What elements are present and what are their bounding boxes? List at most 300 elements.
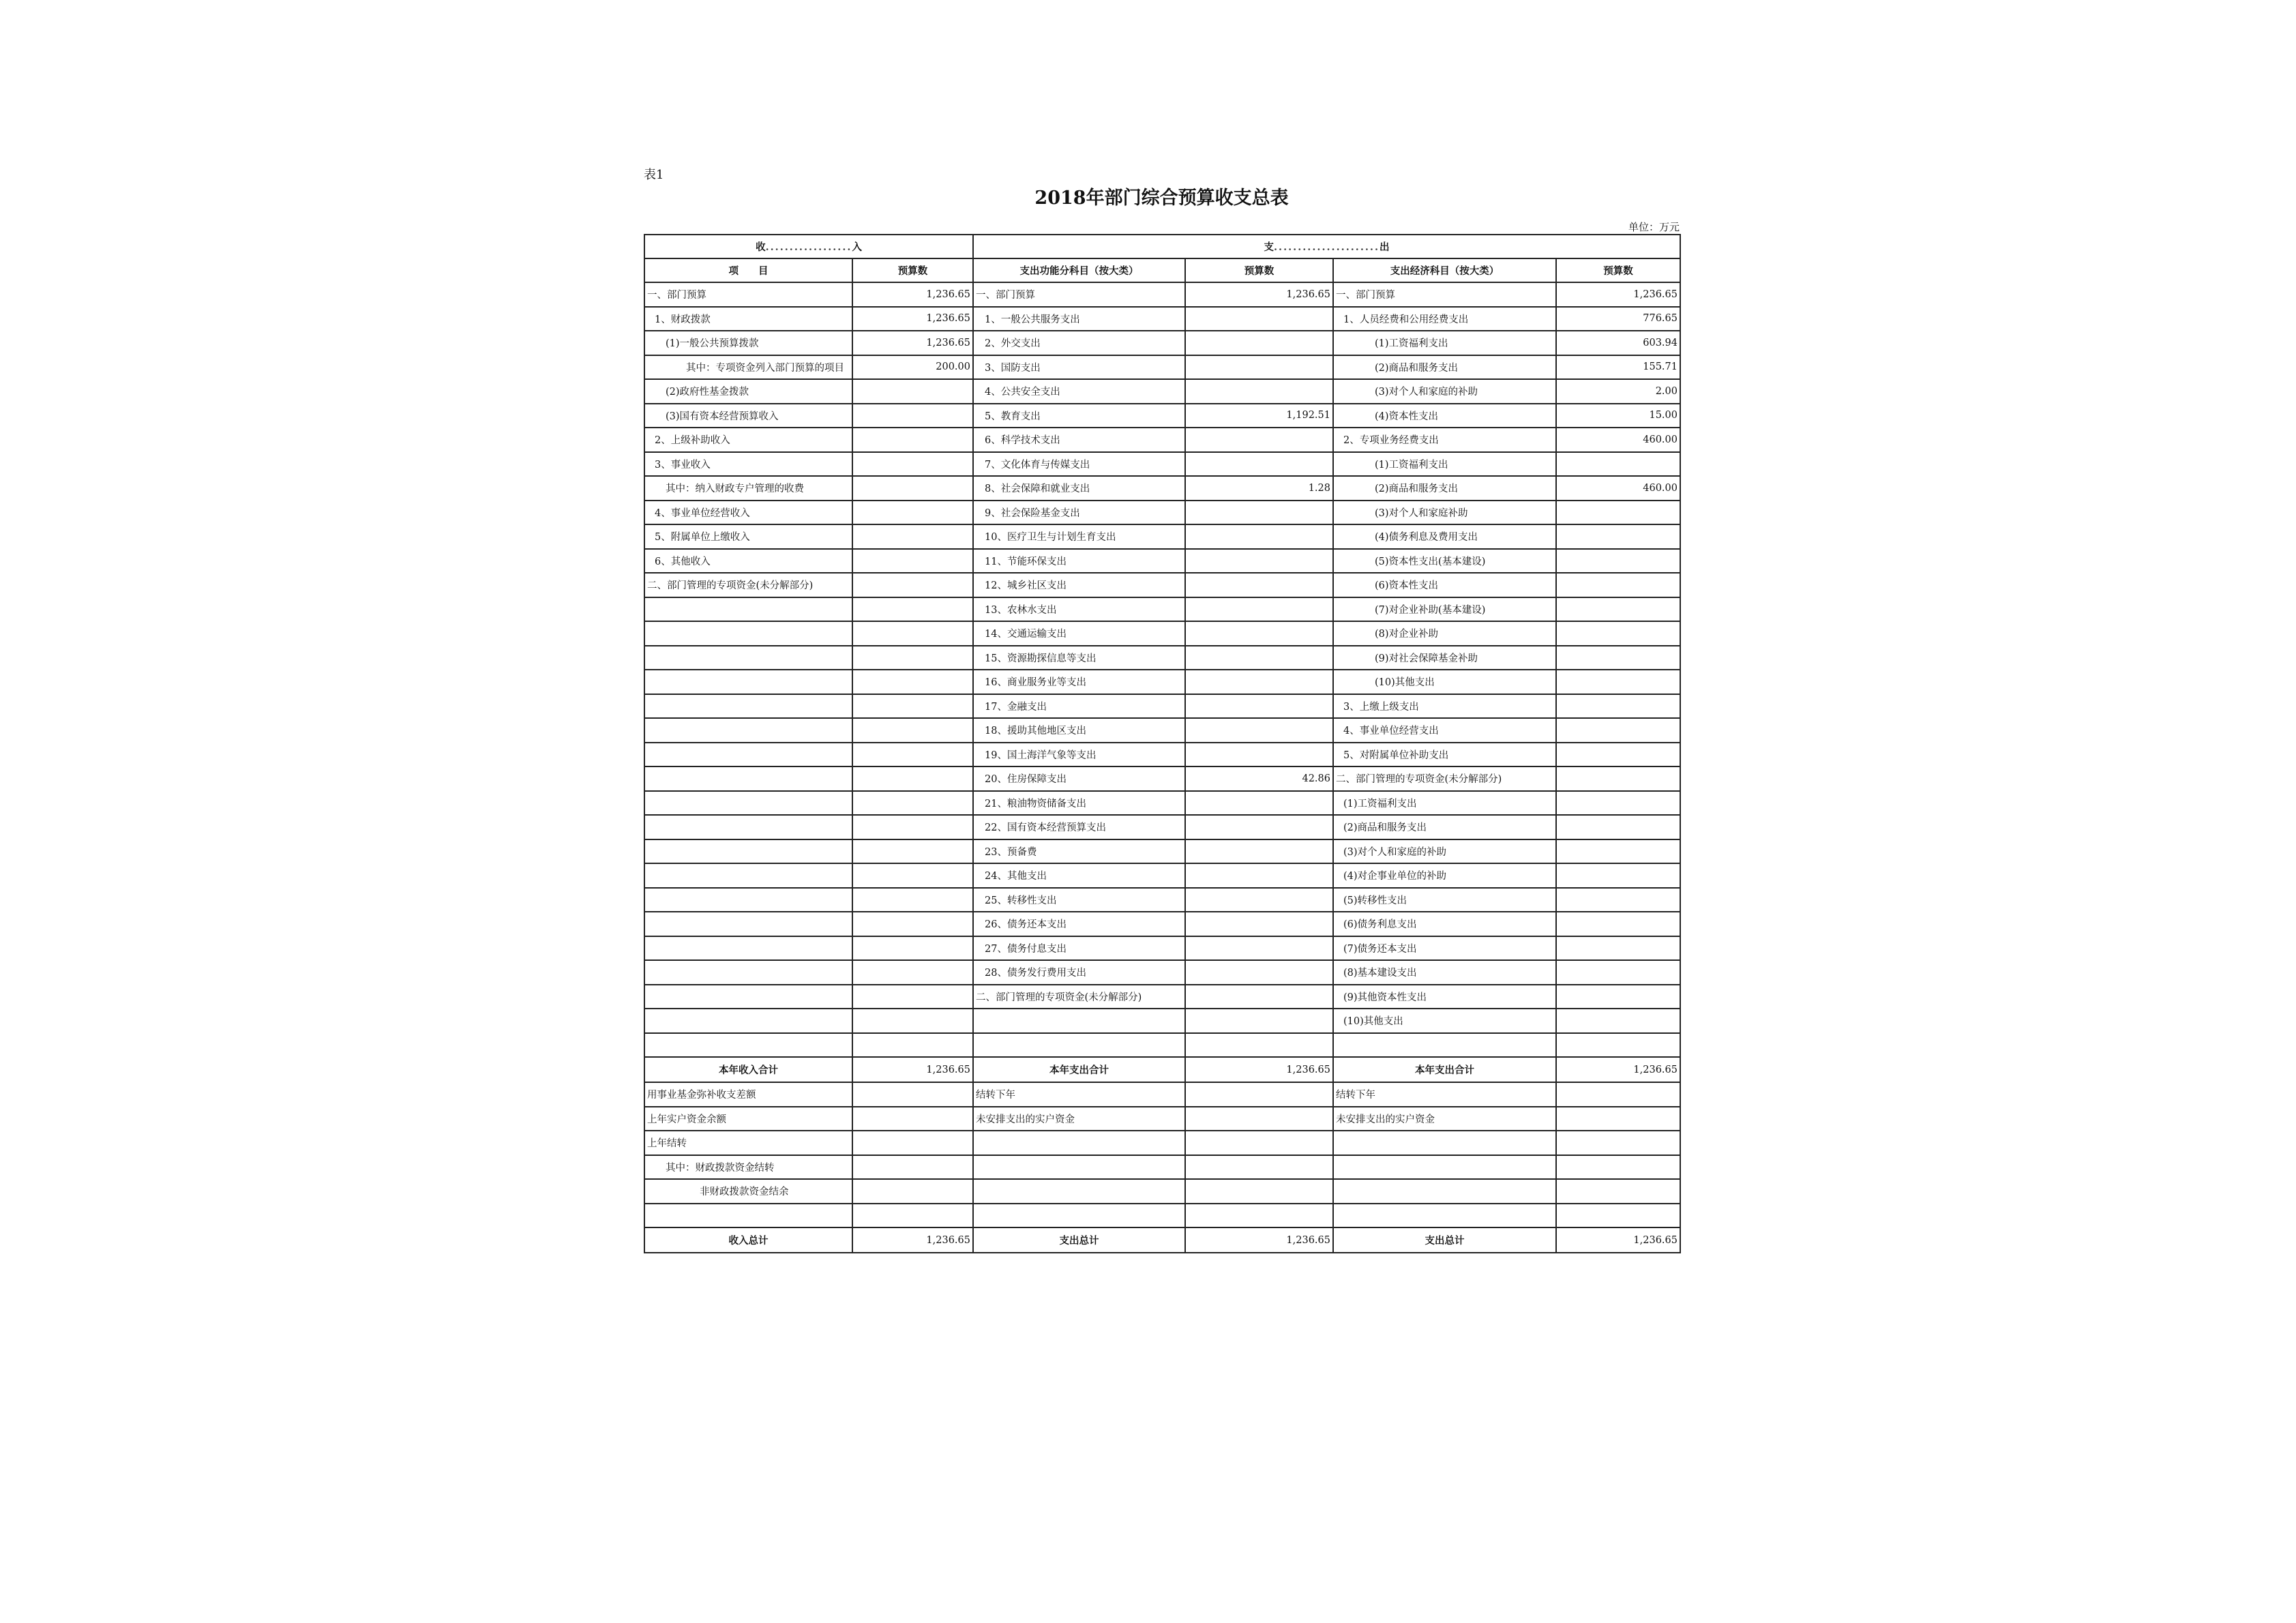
economic-budget-cell: 460.00 [1556,476,1680,501]
table-row [644,1082,1680,1107]
function-item-cell: 25、转移性支出 [973,888,1185,912]
economic-budget-cell [1556,524,1680,549]
table-row [644,501,1680,525]
income-budget-cell [852,694,973,719]
function-budget-cell [1185,718,1333,743]
income-item-cell [644,1033,852,1058]
income-item-cell [644,766,852,791]
function-budget-cell [1185,912,1333,936]
economic-budget-cell [1556,985,1680,1009]
income-item-cell: 一、部门预算 [644,282,852,307]
function-budget-cell [1185,501,1333,525]
table-row [644,1131,1680,1155]
income-item-cell: 1、财政拨款 [644,307,852,331]
economic-budget-cell [1556,694,1680,719]
grand-total-row [644,1227,1680,1253]
economic-budget-cell [1556,743,1680,767]
economic-item-cell: (2)商品和服务支出 [1333,476,1556,501]
function-item-cell: 19、国土海洋气象等支出 [973,743,1185,767]
income-item-cell: 非财政拨款资金结余 [644,1179,852,1204]
income-budget-cell [852,960,973,985]
col-header-function: 支出功能分科目（按大类） [973,258,1185,282]
income-item-cell: 其中：专项资金列入部门预算的项目 [644,355,852,380]
function-budget-cell [1185,646,1333,670]
economic-item-cell: (7)对企业补助(基本建设) [1333,597,1556,622]
economic-item-cell: (4)债务利息及费用支出 [1333,524,1556,549]
economic-item-cell [1333,1131,1556,1155]
income-budget-cell [852,1082,973,1107]
function-item-cell: 12、城乡社区支出 [973,573,1185,597]
function-item-cell: 17、金融支出 [973,694,1185,719]
function-budget-cell [1185,743,1333,767]
economic-item-cell: (10)其他支出 [1333,670,1556,694]
income-budget-cell [852,888,973,912]
economic-item-cell [1333,1155,1556,1180]
income-item-cell: 其中：财政拨款资金结转 [644,1155,852,1180]
economic-budget-cell [1556,791,1680,816]
budget-summary-table [644,234,1681,1253]
income-header-dots: .................. [765,241,852,253]
function-budget-cell [1185,307,1333,331]
economic-budget-cell: 460.00 [1556,428,1680,452]
function-item-cell: 16、商业服务业等支出 [973,670,1185,694]
economic-item-cell: 未安排支出的实户资金 [1333,1107,1556,1131]
function-budget-cell: 1,192.51 [1185,404,1333,428]
expense-section-header [973,235,1680,258]
economic-budget-cell [1556,766,1680,791]
income-item-cell: 上年结转 [644,1131,852,1155]
economic-budget-cell [1556,452,1680,477]
expense-header-left: 支 [1264,241,1274,253]
income-item-cell [644,863,852,888]
table-row [644,282,1680,307]
economic-item-cell: (3)对个人和家庭的补助 [1333,839,1556,864]
table-row [644,985,1680,1009]
income-budget-cell [852,646,973,670]
income-budget-cell [852,1131,973,1155]
economic-item-cell: 5、对附属单位补助支出 [1333,743,1556,767]
table-row [644,912,1680,936]
function-budget-cell [1185,863,1333,888]
income-item-cell [644,1204,852,1228]
income-budget-cell [852,718,973,743]
economic-item-cell: (7)债务还本支出 [1333,936,1556,961]
table-row [644,355,1680,380]
grand-income-total-label: 收入总计 [644,1227,852,1253]
column-header-row [644,258,1680,282]
table-number-label: 表1 [644,168,664,182]
table-row [644,1155,1680,1180]
expense-header-dots: ...................... [1273,241,1380,253]
page-title: 2018年部门综合预算收支总表 [1034,188,1289,209]
function-item-cell: 7、文化体育与传媒支出 [973,452,1185,477]
table-row [644,524,1680,549]
table-row [644,743,1680,767]
table-row [644,549,1680,574]
function-budget-cell [1185,524,1333,549]
function-item-cell: 5、教育支出 [973,404,1185,428]
function-item-cell: 结转下年 [973,1082,1185,1107]
table-row [644,1204,1680,1228]
economic-item-cell: 4、事业单位经营支出 [1333,718,1556,743]
economic-budget-cell [1556,1204,1680,1228]
function-item-cell: 6、科学技术支出 [973,428,1185,452]
function-budget-cell [1185,1204,1333,1228]
economic-item-cell: (3)对个人和家庭的补助 [1333,379,1556,404]
economic-budget-cell [1556,621,1680,646]
function-item-cell: 15、资源勘探信息等支出 [973,646,1185,670]
income-item-cell [644,597,852,622]
expense-header-right: 出 [1380,241,1390,253]
year-economic-total-value: 1,236.65 [1556,1057,1680,1082]
economic-budget-cell [1556,1107,1680,1131]
function-budget-cell [1185,1179,1333,1204]
function-budget-cell: 1.28 [1185,476,1333,501]
income-budget-cell [852,912,973,936]
income-budget-cell [852,791,973,816]
function-budget-cell [1185,839,1333,864]
function-item-cell: 22、国有资本经营预算支出 [973,815,1185,839]
table-row [644,307,1680,331]
grand-income-total-value: 1,236.65 [852,1227,973,1253]
income-item-cell: 3、事业收入 [644,452,852,477]
economic-budget-cell [1556,597,1680,622]
year-income-total-value: 1,236.65 [852,1057,973,1082]
economic-budget-cell: 1,236.65 [1556,282,1680,307]
year-economic-total-label: 本年支出合计 [1333,1057,1556,1082]
income-item-cell [644,621,852,646]
table-row [644,888,1680,912]
economic-item-cell [1333,1179,1556,1204]
table-row [644,331,1680,355]
income-item-cell [644,646,852,670]
economic-budget-cell [1556,1179,1680,1204]
income-budget-cell [852,985,973,1009]
function-budget-cell [1185,355,1333,380]
function-item-cell: 27、债务付息支出 [973,936,1185,961]
income-item-cell: 6、其他收入 [644,549,852,574]
income-budget-cell [852,670,973,694]
income-header-right: 入 [852,241,862,253]
economic-budget-cell [1556,1033,1680,1058]
economic-budget-cell [1556,839,1680,864]
income-item-cell [644,718,852,743]
table-row [644,718,1680,743]
year-function-total-value: 1,236.65 [1185,1057,1333,1082]
economic-item-cell: 1、人员经费和公用经费支出 [1333,307,1556,331]
table-row [644,1179,1680,1204]
income-budget-cell [852,501,973,525]
income-item-cell: 4、事业单位经营收入 [644,501,852,525]
table-row [644,404,1680,428]
function-item-cell: 13、农林水支出 [973,597,1185,622]
income-budget-cell [852,839,973,864]
economic-budget-cell [1556,888,1680,912]
economic-item-cell: (5)转移性支出 [1333,888,1556,912]
table-row [644,1009,1680,1033]
income-budget-cell [852,1204,973,1228]
function-item-cell: 4、公共安全支出 [973,379,1185,404]
economic-item-cell: (8)基本建设支出 [1333,960,1556,985]
income-budget-cell [852,1179,973,1204]
economic-budget-cell [1556,501,1680,525]
income-budget-cell [852,1155,973,1180]
function-item-cell: 9、社会保险基金支出 [973,501,1185,525]
income-item-cell: 其中：纳入财政专户管理的收费 [644,476,852,501]
economic-item-cell: (1)工资福利支出 [1333,452,1556,477]
economic-item-cell: 二、部门管理的专项资金(未分解部分) [1333,766,1556,791]
table-row [644,815,1680,839]
income-budget-cell [852,404,973,428]
function-item-cell: 23、预备费 [973,839,1185,864]
table-row [644,476,1680,501]
function-item-cell: 未安排支出的实户资金 [973,1107,1185,1131]
function-budget-cell [1185,452,1333,477]
income-item-cell [644,791,852,816]
income-item-cell [644,839,852,864]
economic-budget-cell [1556,718,1680,743]
income-item-cell: 二、部门管理的专项资金(未分解部分) [644,573,852,597]
income-budget-cell [852,573,973,597]
income-budget-cell [852,379,973,404]
economic-budget-cell: 776.65 [1556,307,1680,331]
income-budget-cell [852,524,973,549]
economic-item-cell: 一、部门预算 [1333,282,1556,307]
year-income-total-label: 本年收入合计 [644,1057,852,1082]
income-budget-cell [852,743,973,767]
economic-item-cell: (9)对社会保障基金补助 [1333,646,1556,670]
economic-item-cell: (1)工资福利支出 [1333,331,1556,355]
function-item-cell: 21、粮油物资储备支出 [973,791,1185,816]
economic-budget-cell [1556,1009,1680,1033]
economic-item-cell: 2、专项业务经费支出 [1333,428,1556,452]
economic-item-cell [1333,1033,1556,1058]
table-row [644,573,1680,597]
income-item-cell [644,888,852,912]
table-row [644,1033,1680,1058]
economic-item-cell: (1)工资福利支出 [1333,791,1556,816]
function-item-cell: 二、部门管理的专项资金(未分解部分) [973,985,1185,1009]
economic-item-cell: (6)资本性支出 [1333,573,1556,597]
economic-item-cell: (3)对个人和家庭补助 [1333,501,1556,525]
table-row [644,597,1680,622]
economic-budget-cell: 15.00 [1556,404,1680,428]
col-header-item: 项 目 [644,258,852,282]
economic-item-cell: 3、上缴上级支出 [1333,694,1556,719]
income-budget-cell: 1,236.65 [852,282,973,307]
function-budget-cell [1185,960,1333,985]
income-item-cell [644,815,852,839]
income-item-cell [644,985,852,1009]
table-row [644,960,1680,985]
income-item-cell: 用事业基金弥补收支差额 [644,1082,852,1107]
function-item-cell: 10、医疗卫生与计划生育支出 [973,524,1185,549]
unit-label: 单位：万元 [1628,221,1680,233]
income-item-cell [644,694,852,719]
economic-budget-cell [1556,863,1680,888]
function-budget-cell [1185,815,1333,839]
col-header-economic: 支出经济科目（按大类） [1333,258,1556,282]
grand-function-total-value: 1,236.65 [1185,1227,1333,1253]
function-budget-cell [1185,1033,1333,1058]
col-header-budget-income: 预算数 [852,258,973,282]
function-budget-cell [1185,573,1333,597]
year-total-row [644,1057,1680,1082]
function-budget-cell [1185,985,1333,1009]
economic-budget-cell [1556,912,1680,936]
grand-economic-total-value: 1,236.65 [1556,1227,1680,1253]
economic-budget-cell [1556,936,1680,961]
economic-budget-cell: 603.94 [1556,331,1680,355]
income-item-cell: (2)政府性基金拨款 [644,379,852,404]
function-budget-cell [1185,549,1333,574]
income-budget-cell: 200.00 [852,355,973,380]
section-header-row [644,235,1680,258]
function-item-cell [973,1009,1185,1033]
function-item-cell [973,1033,1185,1058]
function-item-cell [973,1179,1185,1204]
income-section-header [644,235,973,258]
economic-item-cell: (2)商品和服务支出 [1333,355,1556,380]
function-item-cell: 2、外交支出 [973,331,1185,355]
function-item-cell: 3、国防支出 [973,355,1185,380]
economic-budget-cell [1556,1082,1680,1107]
col-header-budget-function: 预算数 [1185,258,1333,282]
function-item-cell [973,1204,1185,1228]
income-budget-cell [852,815,973,839]
income-budget-cell [852,766,973,791]
income-item-cell [644,960,852,985]
income-budget-cell [852,1107,973,1131]
table-row [644,936,1680,961]
income-budget-cell [852,476,973,501]
economic-item-cell: (8)对企业补助 [1333,621,1556,646]
table-row [644,791,1680,816]
grand-function-total-label: 支出总计 [973,1227,1185,1253]
income-item-cell: 2、上级补助收入 [644,428,852,452]
function-item-cell: 一、部门预算 [973,282,1185,307]
function-item-cell: 24、其他支出 [973,863,1185,888]
income-budget-cell: 1,236.65 [852,307,973,331]
economic-budget-cell: 2.00 [1556,379,1680,404]
function-budget-cell [1185,936,1333,961]
function-item-cell: 18、援助其他地区支出 [973,718,1185,743]
table-row [644,863,1680,888]
income-budget-cell [852,936,973,961]
income-item-cell: (1)一般公共预算拨款 [644,331,852,355]
year-function-total-label: 本年支出合计 [973,1057,1185,1082]
function-budget-cell [1185,428,1333,452]
economic-item-cell: 结转下年 [1333,1082,1556,1107]
function-budget-cell [1185,331,1333,355]
economic-item-cell: (4)对企事业单位的补助 [1333,863,1556,888]
function-budget-cell [1185,1009,1333,1033]
income-item-cell [644,936,852,961]
function-budget-cell [1185,670,1333,694]
table-row [644,1107,1680,1131]
function-item-cell: 8、社会保障和就业支出 [973,476,1185,501]
function-budget-cell [1185,1155,1333,1180]
income-item-cell [644,670,852,694]
economic-budget-cell: 155.71 [1556,355,1680,380]
economic-budget-cell [1556,646,1680,670]
income-budget-cell: 1,236.65 [852,331,973,355]
income-budget-cell [852,1009,973,1033]
income-budget-cell [852,621,973,646]
economic-budget-cell [1556,573,1680,597]
economic-item-cell: (10)其他支出 [1333,1009,1556,1033]
income-item-cell: 上年实户资金余额 [644,1107,852,1131]
income-budget-cell [852,1033,973,1058]
function-item-cell: 26、债务还本支出 [973,912,1185,936]
economic-item-cell: (9)其他资本性支出 [1333,985,1556,1009]
income-item-cell: 5、附属单位上缴收入 [644,524,852,549]
table-row [644,646,1680,670]
economic-budget-cell [1556,1155,1680,1180]
economic-budget-cell [1556,549,1680,574]
function-item-cell: 1、一般公共服务支出 [973,307,1185,331]
function-budget-cell [1185,1131,1333,1155]
income-header-left: 收 [756,241,766,253]
function-item-cell: 11、节能环保支出 [973,549,1185,574]
income-item-cell [644,912,852,936]
function-budget-cell [1185,888,1333,912]
economic-item-cell [1333,1204,1556,1228]
col-header-budget-economic: 预算数 [1556,258,1680,282]
income-budget-cell [852,452,973,477]
function-budget-cell [1185,1107,1333,1131]
table-row [644,839,1680,864]
function-budget-cell [1185,694,1333,719]
economic-budget-cell [1556,960,1680,985]
table-row [644,694,1680,719]
economic-budget-cell [1556,670,1680,694]
economic-budget-cell [1556,1131,1680,1155]
economic-item-cell: (6)债务利息支出 [1333,912,1556,936]
table-row [644,621,1680,646]
table-row [644,428,1680,452]
function-budget-cell [1185,379,1333,404]
income-budget-cell [852,428,973,452]
income-budget-cell [852,549,973,574]
function-budget-cell: 42.86 [1185,766,1333,791]
function-item-cell: 20、住房保障支出 [973,766,1185,791]
economic-item-cell: (5)资本性支出(基本建设) [1333,549,1556,574]
economic-budget-cell [1556,815,1680,839]
function-budget-cell [1185,621,1333,646]
function-item-cell: 14、交通运输支出 [973,621,1185,646]
economic-item-cell: (2)商品和服务支出 [1333,815,1556,839]
table-row [644,766,1680,791]
table-row [644,670,1680,694]
table-row [644,452,1680,477]
function-budget-cell [1185,597,1333,622]
function-item-cell [973,1155,1185,1180]
function-budget-cell [1185,791,1333,816]
function-budget-cell: 1,236.65 [1185,282,1333,307]
income-item-cell [644,1009,852,1033]
function-item-cell [973,1131,1185,1155]
grand-economic-total-label: 支出总计 [1333,1227,1556,1253]
income-item-cell: (3)国有资本经营预算收入 [644,404,852,428]
economic-item-cell: (4)资本性支出 [1333,404,1556,428]
table-row [644,379,1680,404]
income-item-cell [644,743,852,767]
income-budget-cell [852,863,973,888]
function-item-cell: 28、债务发行费用支出 [973,960,1185,985]
income-budget-cell [852,597,973,622]
function-budget-cell [1185,1082,1333,1107]
